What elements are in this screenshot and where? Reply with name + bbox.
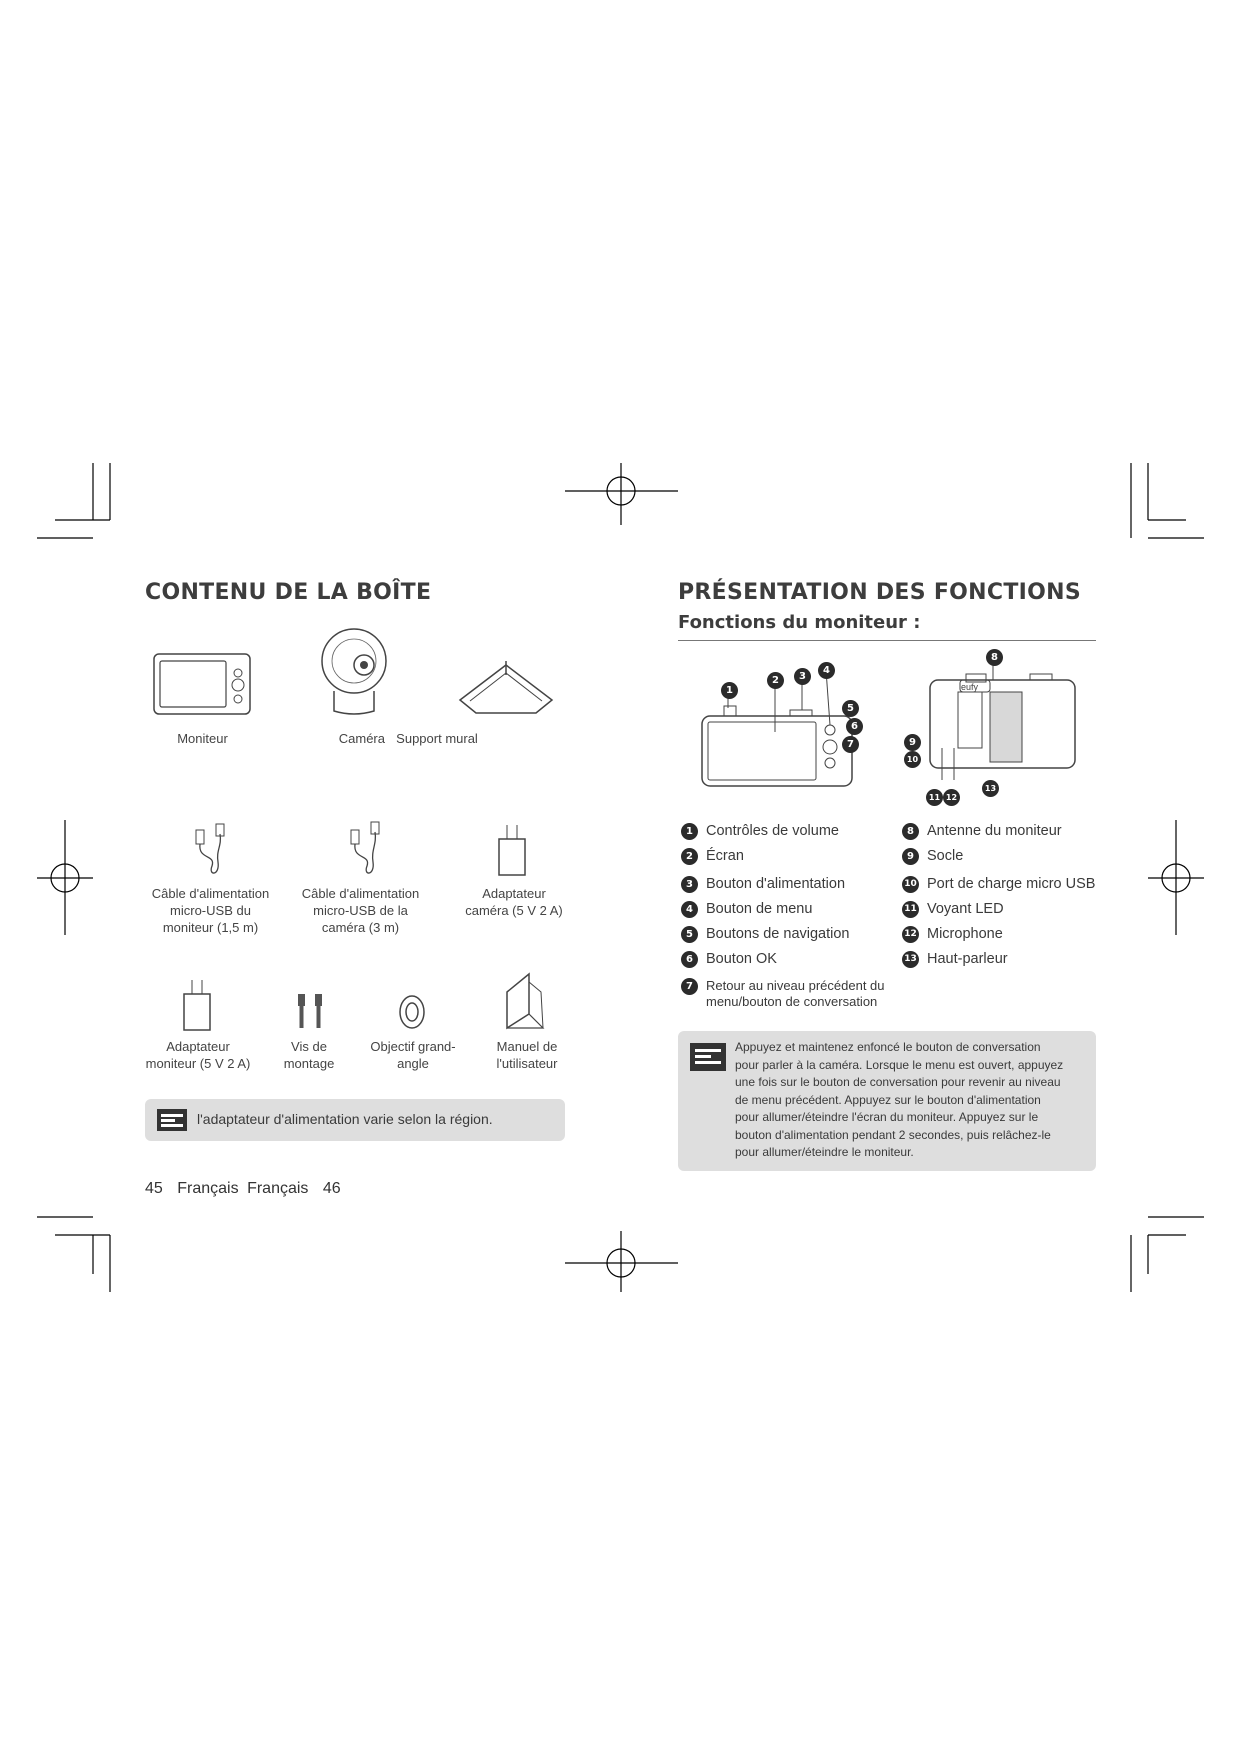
feature-item <box>681 823 839 840</box>
callout-badge: 7 <box>842 736 859 753</box>
box-item-label: Moniteur <box>177 731 228 746</box>
feature-number: 9 <box>902 848 919 865</box>
feature-item <box>902 926 1003 943</box>
feature-label: Retour au niveau précédent du menu/bouton de conversation <box>706 978 885 1009</box>
feature-item <box>902 951 1008 968</box>
feature-label: Contrôles de volume <box>706 823 839 839</box>
callout-badge: 1 <box>721 682 738 699</box>
box-item-label: Objectif grand- angle <box>370 1039 456 1071</box>
box-item-label: Manuel de l'utilisateur <box>496 1039 558 1071</box>
feature-item <box>902 876 1095 893</box>
feature-number: 4 <box>681 901 698 918</box>
box-item-label: Câble d'alimentation micro-USB de la caméra (3 m) <box>301 886 420 935</box>
feature-label: Voyant LED <box>927 901 1004 917</box>
feature-label: Écran <box>706 848 744 864</box>
feature-item <box>681 951 777 968</box>
lens-icon <box>397 994 427 1030</box>
box-item-label: Support mural <box>396 731 478 746</box>
monitor-icon <box>152 651 254 717</box>
feature-number: 10 <box>902 876 919 893</box>
callout-badge: 11 <box>926 789 943 806</box>
feature-number: 11 <box>902 901 919 918</box>
box-item-label: Adaptateur caméra (5 V 2 A) <box>465 886 563 918</box>
feature-number: 3 <box>681 876 698 893</box>
callout-badge: 2 <box>767 672 784 689</box>
feature-item <box>681 978 885 1010</box>
callout-badge: 8 <box>986 649 1003 666</box>
box-item-label: Adaptateur moniteur (5 V 2 A) <box>145 1039 251 1071</box>
callout-badge: 10 <box>904 751 921 768</box>
note-icon <box>157 1109 187 1131</box>
cable-icon <box>190 820 230 878</box>
note-icon <box>690 1043 726 1071</box>
camera-icon <box>320 625 388 717</box>
feature-item <box>681 876 845 893</box>
feature-label: Bouton de menu <box>706 901 813 917</box>
feature-number: 7 <box>681 978 698 995</box>
section-subtitle: Fonctions du moniteur : <box>678 612 921 633</box>
feature-number: 5 <box>681 926 698 943</box>
feature-item <box>681 926 850 943</box>
adapter-icon <box>497 823 527 877</box>
feature-item <box>681 848 744 865</box>
callout-badge: 13 <box>982 780 999 797</box>
feature-label: Bouton OK <box>706 951 777 967</box>
page-title-box-contents: CONTENU DE LA BOÎTE <box>145 580 432 605</box>
feature-item <box>681 901 812 918</box>
note-text: Appuyez et maintenez enfoncé le bouton de conversation pour parler à la caméra. Lorsque le menu est ouvert, appuyez une fois sur le bouton de conversation pour revenir au niveau de menu précédent. Appuyez sur le bouton d'alimentation pour allumer/éteindre l'écran du moniteur. Appuyez sur le bouton d'alimentation pendant 2 secondes, puis relâchez-le pour allumer/éteindre le moniteur. <box>735 1040 1064 1159</box>
note-text: l'adaptateur d'alimentation varie selon la région. <box>197 1111 493 1127</box>
feature-label: Microphone <box>927 926 1003 942</box>
callout-badge: 6 <box>846 718 863 735</box>
feature-number: 13 <box>902 951 919 968</box>
note-box <box>145 1099 565 1141</box>
feature-item <box>902 848 963 865</box>
page-number: 45 <box>145 1180 163 1197</box>
adapter-icon <box>182 978 212 1032</box>
page-title-features: PRÉSENTATION DES FONCTIONS <box>678 580 1081 605</box>
feature-number: 12 <box>902 926 919 943</box>
brand-label: eufy <box>961 682 979 692</box>
feature-number: 1 <box>681 823 698 840</box>
feature-label: Haut-parleur <box>927 951 1008 967</box>
page-number: 46 <box>322 1180 341 1197</box>
footer-language: Français <box>247 1180 309 1197</box>
note-box <box>678 1031 1096 1171</box>
cable-icon <box>345 818 385 878</box>
feature-number: 6 <box>681 951 698 968</box>
page-footer <box>145 1180 341 1198</box>
feature-item <box>902 823 1062 840</box>
callout-badge: 9 <box>904 734 921 751</box>
box-item-label: Câble d'alimentation micro-USB du moniteur (1,5 m) <box>151 886 270 935</box>
feature-label: Antenne du moniteur <box>927 823 1062 839</box>
box-item-label: Caméra <box>338 731 385 746</box>
callout-badge: 3 <box>794 668 811 685</box>
footer-language: Français <box>177 1180 239 1197</box>
screws-icon <box>296 992 326 1032</box>
subtitle-rule <box>678 640 1096 641</box>
callout-badge: 5 <box>842 700 859 717</box>
feature-label: Socle <box>927 848 964 864</box>
feature-label: Boutons de navigation <box>706 926 850 942</box>
manual-icon <box>503 970 547 1032</box>
box-item-label: Vis de montage <box>283 1039 335 1071</box>
feature-number: 2 <box>681 848 698 865</box>
feature-item <box>902 901 1004 918</box>
callout-badge: 12 <box>943 789 960 806</box>
feature-label: Bouton d'alimentation <box>706 876 846 892</box>
callout-badge: 4 <box>818 662 835 679</box>
feature-label: Port de charge micro USB <box>927 876 1096 892</box>
feature-number: 8 <box>902 823 919 840</box>
wall-mount-icon <box>456 655 556 717</box>
